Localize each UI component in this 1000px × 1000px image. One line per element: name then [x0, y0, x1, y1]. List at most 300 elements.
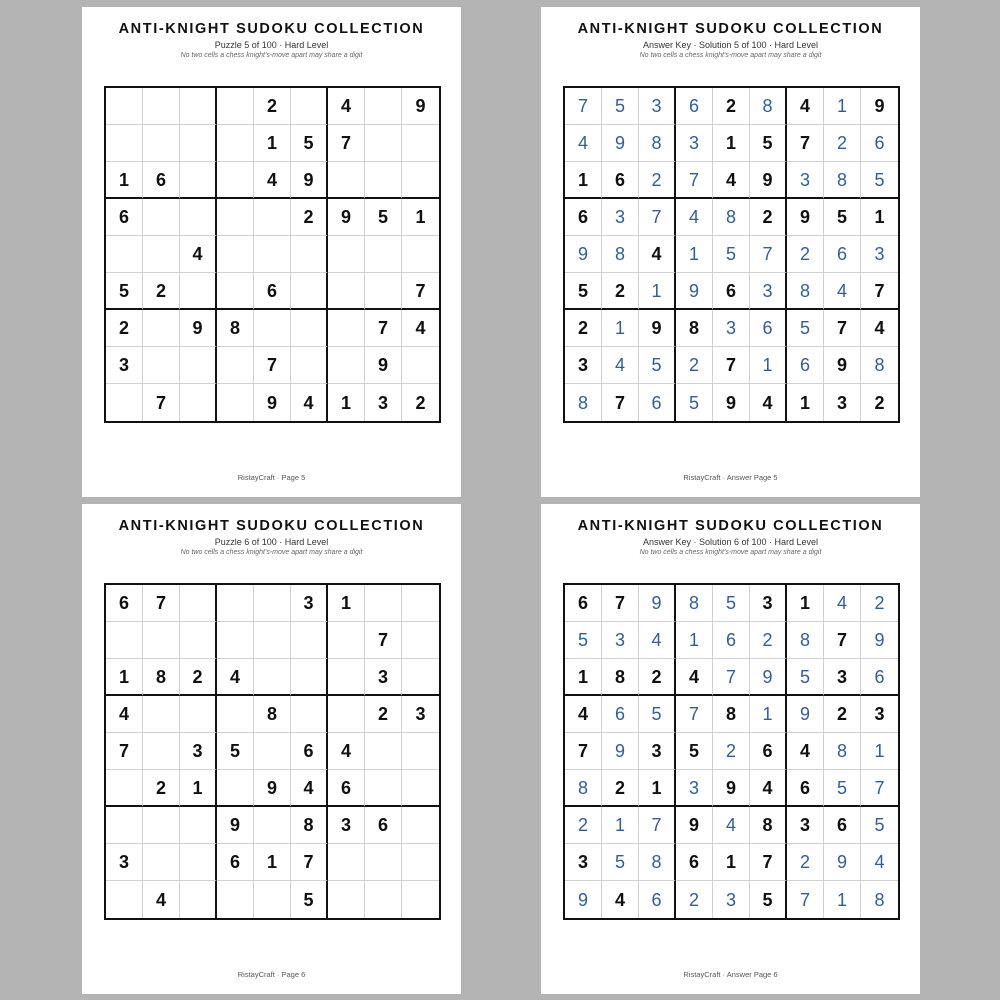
sudoku-cell: 3: [180, 733, 217, 770]
sudoku-cell: [328, 162, 365, 199]
sudoku-cell: [365, 236, 402, 273]
answer-5-page: [541, 7, 920, 497]
sudoku-cell: 7: [328, 125, 365, 162]
sudoku-cell: 2: [787, 236, 824, 273]
sudoku-cell: [217, 162, 254, 199]
sudoku-cell: 9: [713, 384, 750, 421]
sudoku-cell: 4: [824, 585, 861, 622]
sudoku-cell: 2: [565, 310, 602, 347]
sudoku-cell: [180, 347, 217, 384]
sudoku-cell: [291, 659, 328, 696]
sudoku-cell: [254, 659, 291, 696]
sudoku-cell: 4: [328, 88, 365, 125]
sudoku-cell: 7: [676, 696, 713, 733]
sudoku-cell: 2: [639, 162, 676, 199]
sudoku-cell: [106, 770, 143, 807]
sudoku-cell: 9: [254, 770, 291, 807]
sudoku-cell: [143, 88, 180, 125]
sudoku-grid: [104, 583, 441, 920]
sudoku-cell: [143, 696, 180, 733]
sudoku-cell: 9: [254, 384, 291, 421]
sudoku-cell: [365, 881, 402, 918]
sudoku-cell: 9: [602, 125, 639, 162]
sudoku-cell: [365, 88, 402, 125]
sudoku-cell: 5: [602, 88, 639, 125]
sudoku-cell: 6: [824, 807, 861, 844]
sudoku-cell: [254, 881, 291, 918]
sudoku-cell: 7: [143, 585, 180, 622]
sudoku-cell: 1: [565, 162, 602, 199]
sudoku-cell: 6: [602, 162, 639, 199]
sudoku-cell: 7: [787, 125, 824, 162]
sudoku-cell: 7: [602, 384, 639, 421]
sudoku-cell: 5: [676, 384, 713, 421]
sudoku-cell: 3: [713, 881, 750, 918]
sudoku-cell: 9: [602, 733, 639, 770]
sudoku-cell: [217, 622, 254, 659]
sudoku-cell: 7: [402, 273, 439, 310]
sudoku-cell: 8: [676, 310, 713, 347]
sudoku-cell: 1: [713, 125, 750, 162]
sudoku-cell: 2: [676, 881, 713, 918]
sudoku-cell: 5: [713, 236, 750, 273]
sudoku-cell: 2: [676, 347, 713, 384]
sudoku-cell: 3: [602, 199, 639, 236]
sudoku-cell: [291, 347, 328, 384]
sudoku-cell: 7: [676, 162, 713, 199]
sudoku-cell: [328, 659, 365, 696]
sudoku-cell: 6: [602, 696, 639, 733]
sudoku-cell: 8: [787, 622, 824, 659]
sudoku-cell: 2: [713, 88, 750, 125]
sudoku-cell: 1: [180, 770, 217, 807]
sudoku-cell: 8: [824, 162, 861, 199]
sudoku-cell: 9: [328, 199, 365, 236]
sudoku-cell: 9: [861, 622, 898, 659]
sudoku-cell: 3: [787, 162, 824, 199]
sudoku-cell: 6: [824, 236, 861, 273]
sudoku-cell: [328, 696, 365, 733]
sudoku-cell: 8: [291, 807, 328, 844]
sudoku-cell: 6: [106, 585, 143, 622]
sudoku-cell: 7: [291, 844, 328, 881]
sudoku-cell: 1: [750, 347, 787, 384]
sudoku-cell: 3: [861, 696, 898, 733]
sudoku-cell: 5: [291, 881, 328, 918]
sudoku-cell: [328, 236, 365, 273]
sudoku-cell: 1: [861, 733, 898, 770]
sudoku-cell: 1: [402, 199, 439, 236]
sudoku-cell: 5: [861, 162, 898, 199]
sudoku-cell: 1: [639, 770, 676, 807]
sudoku-cell: 1: [824, 88, 861, 125]
sudoku-cell: 1: [713, 844, 750, 881]
sudoku-cell: 3: [824, 659, 861, 696]
sudoku-cell: [328, 310, 365, 347]
sudoku-cell: 5: [217, 733, 254, 770]
sudoku-cell: 9: [750, 162, 787, 199]
sudoku-cell: 3: [565, 347, 602, 384]
sudoku-cell: [180, 585, 217, 622]
sudoku-cell: 5: [824, 770, 861, 807]
sudoku-cell: 6: [291, 733, 328, 770]
sudoku-cell: 5: [787, 310, 824, 347]
sudoku-cell: 9: [180, 310, 217, 347]
sudoku-cell: [365, 844, 402, 881]
sudoku-cell: [291, 273, 328, 310]
sudoku-cell: 4: [602, 347, 639, 384]
sudoku-cell: 3: [365, 659, 402, 696]
sudoku-cell: 6: [565, 585, 602, 622]
sudoku-cell: 5: [750, 881, 787, 918]
sudoku-cell: [254, 585, 291, 622]
sudoku-cell: 7: [713, 659, 750, 696]
sudoku-cell: 4: [861, 844, 898, 881]
sudoku-cell: 6: [639, 384, 676, 421]
sudoku-cell: 5: [639, 347, 676, 384]
sudoku-cell: 7: [750, 236, 787, 273]
page-footer: RistayCraft · Page 5: [237, 473, 306, 482]
sudoku-cell: 3: [106, 844, 143, 881]
sudoku-cell: 8: [639, 844, 676, 881]
sudoku-cell: 4: [565, 125, 602, 162]
sudoku-cell: 5: [565, 273, 602, 310]
sudoku-cell: 4: [291, 384, 328, 421]
sudoku-cell: 5: [639, 696, 676, 733]
sudoku-cell: [106, 622, 143, 659]
sudoku-cell: [402, 236, 439, 273]
sudoku-cell: 6: [861, 125, 898, 162]
sudoku-grid: [563, 86, 900, 423]
sudoku-cell: 6: [217, 844, 254, 881]
sudoku-cell: 9: [365, 347, 402, 384]
sudoku-cell: [402, 733, 439, 770]
sudoku-cell: [217, 696, 254, 733]
sudoku-cell: 4: [861, 310, 898, 347]
sudoku-grid: [563, 583, 900, 920]
sudoku-cell: 2: [874, 392, 885, 413]
sudoku-cell: 1: [824, 881, 861, 918]
sudoku-cell: [143, 733, 180, 770]
sudoku-cell: 4: [328, 733, 365, 770]
sudoku-cell: 9: [565, 881, 602, 918]
sudoku-cell: [106, 881, 143, 918]
sudoku-cell: 6: [106, 199, 143, 236]
sudoku-cell: 3: [328, 807, 365, 844]
sudoku-cell: 9: [750, 659, 787, 696]
sudoku-cell: 1: [602, 310, 639, 347]
sudoku-cell: 4: [676, 659, 713, 696]
sudoku-cell: 6: [713, 622, 750, 659]
sudoku-cell: [217, 347, 254, 384]
sudoku-cell: 8: [824, 733, 861, 770]
sudoku-cell: 9: [713, 770, 750, 807]
sudoku-cell: 8: [750, 88, 787, 125]
sudoku-cell: 7: [365, 310, 402, 347]
sudoku-cell: [143, 199, 180, 236]
sudoku-cell: [217, 881, 254, 918]
sudoku-cell: 6: [787, 347, 824, 384]
sudoku-cell: 7: [824, 310, 861, 347]
sudoku-cell: 2: [143, 273, 180, 310]
sudoku-cell: 5: [750, 125, 787, 162]
puzzle-6-page: [82, 504, 461, 994]
sudoku-cell: [106, 807, 143, 844]
sudoku-cell: 9: [787, 696, 824, 733]
sudoku-cell: [328, 881, 365, 918]
sudoku-cell: 2: [565, 807, 602, 844]
sudoku-cell: 1: [106, 659, 143, 696]
sudoku-cell: 2: [750, 199, 787, 236]
sudoku-cell: 6: [254, 273, 291, 310]
sudoku-cell: 3: [676, 125, 713, 162]
sudoku-cell: 4: [787, 88, 824, 125]
sudoku-cell: 3: [824, 384, 861, 421]
sudoku-cell: 9: [676, 807, 713, 844]
sudoku-cell: 2: [824, 125, 861, 162]
sudoku-cell: [328, 347, 365, 384]
sudoku-cell: [180, 162, 217, 199]
sudoku-cell: 2: [861, 585, 898, 622]
sudoku-cell: 3: [750, 273, 787, 310]
sudoku-cell: 7: [787, 881, 824, 918]
sudoku-cell: [143, 347, 180, 384]
sudoku-cell: 4: [750, 384, 787, 421]
sudoku-cell: [291, 236, 328, 273]
sudoku-cell: 6: [750, 733, 787, 770]
sudoku-cell: 1: [787, 384, 824, 421]
sudoku-cell: 4: [713, 807, 750, 844]
page-title: ANTI-KNIGHT SUDOKU COLLECTION: [577, 21, 884, 37]
sudoku-cell: [180, 88, 217, 125]
sudoku-cell: 3: [106, 347, 143, 384]
sudoku-cell: 4: [180, 236, 217, 273]
puzzle-5-page: [82, 7, 461, 497]
sudoku-cell: 8: [787, 273, 824, 310]
sudoku-cell: [143, 236, 180, 273]
sudoku-cell: [180, 384, 217, 421]
sudoku-cell: [328, 273, 365, 310]
sudoku-cell: 7: [639, 199, 676, 236]
sudoku-cell: 1: [254, 844, 291, 881]
sudoku-cell: [402, 844, 439, 881]
sudoku-cell: 7: [750, 844, 787, 881]
sudoku-cell: [402, 585, 439, 622]
page-footer: RistayCraft · Answer Page 6: [683, 970, 778, 979]
sudoku-cell: [402, 125, 439, 162]
sudoku-cell: 9: [787, 199, 824, 236]
sudoku-cell: 6: [861, 659, 898, 696]
sudoku-cell: [365, 770, 402, 807]
sudoku-cell: 5: [365, 199, 402, 236]
sudoku-cell: 8: [639, 125, 676, 162]
sudoku-cell: [106, 125, 143, 162]
sudoku-cell: [254, 236, 291, 273]
sudoku-cell: [143, 807, 180, 844]
sudoku-cell: [106, 236, 143, 273]
sudoku-cell: 4: [143, 881, 180, 918]
sudoku-cell: 2: [602, 273, 639, 310]
sudoku-cell: 5: [713, 585, 750, 622]
sudoku-cell: [217, 585, 254, 622]
sudoku-cell: 7: [713, 347, 750, 384]
sudoku-cell: [180, 622, 217, 659]
sudoku-cell: 4: [254, 162, 291, 199]
sudoku-cell: 9: [824, 844, 861, 881]
sudoku-cell: [217, 199, 254, 236]
sudoku-cell: 7: [565, 733, 602, 770]
sudoku-cell: 1: [565, 659, 602, 696]
sudoku-cell: 1: [328, 384, 365, 421]
sudoku-cell: [365, 162, 402, 199]
sudoku-cell: 7: [565, 88, 602, 125]
sudoku-cell: 4: [291, 770, 328, 807]
sudoku-cell: 9: [565, 236, 602, 273]
sudoku-cell: 3: [565, 844, 602, 881]
sudoku-cell: 1: [750, 696, 787, 733]
sudoku-cell: [254, 199, 291, 236]
sudoku-cell: 8: [750, 807, 787, 844]
page-subtitle: Puzzle 5 of 100 · Hard Level: [214, 40, 329, 50]
sudoku-cell: [328, 622, 365, 659]
sudoku-cell: 2: [787, 844, 824, 881]
sudoku-cell: 7: [254, 347, 291, 384]
sudoku-cell: 8: [713, 199, 750, 236]
sudoku-cell: 7: [143, 384, 180, 421]
sudoku-cell: 8: [565, 384, 602, 421]
sudoku-cell: [365, 585, 402, 622]
sudoku-cell: 3: [861, 236, 898, 273]
sudoku-cell: 9: [217, 807, 254, 844]
sudoku-cell: [180, 125, 217, 162]
sudoku-cell: 3: [291, 585, 328, 622]
sudoku-cell: [254, 807, 291, 844]
sudoku-cell: 4: [639, 622, 676, 659]
sudoku-cell: [180, 199, 217, 236]
answer-6-page: [541, 504, 920, 994]
sudoku-cell: 1: [676, 236, 713, 273]
sudoku-cell: 2: [254, 88, 291, 125]
sudoku-cell: 6: [639, 881, 676, 918]
sudoku-cell: 1: [787, 585, 824, 622]
sudoku-cell: 8: [676, 585, 713, 622]
sudoku-cell: 7: [106, 733, 143, 770]
sudoku-cell: 4: [402, 310, 439, 347]
sudoku-cell: [217, 88, 254, 125]
page-subtitle: Answer Key · Solution 5 of 100 · Hard Level: [642, 40, 819, 50]
sudoku-cell: 9: [676, 273, 713, 310]
page-title: ANTI-KNIGHT SUDOKU COLLECTION: [118, 21, 425, 37]
sudoku-cell: 8: [254, 696, 291, 733]
rule-text: No two cells a chess knight's-move apart may share a digit: [180, 52, 363, 59]
sudoku-cell: 7: [602, 585, 639, 622]
sudoku-cell: [254, 733, 291, 770]
sudoku-cell: [106, 384, 143, 421]
sudoku-cell: 2: [106, 310, 143, 347]
sudoku-cell: 1: [602, 807, 639, 844]
page-footer: RistayCraft · Answer Page 5: [683, 473, 778, 482]
sudoku-cell: 8: [602, 659, 639, 696]
sudoku-cell: 3: [602, 622, 639, 659]
sudoku-cell: [365, 733, 402, 770]
sudoku-cell: 8: [861, 347, 898, 384]
sudoku-cell: 4: [676, 199, 713, 236]
sudoku-cell: [180, 696, 217, 733]
sudoku-cell: [217, 236, 254, 273]
sudoku-cell: [217, 770, 254, 807]
sudoku-cell: 2: [824, 696, 861, 733]
sudoku-cell: 1: [328, 585, 365, 622]
sudoku-cell: 4: [217, 659, 254, 696]
rule-text: No two cells a chess knight's-move apart may share a digit: [639, 52, 822, 59]
sudoku-cell: 6: [365, 807, 402, 844]
sudoku-cell: 7: [861, 273, 898, 310]
sudoku-cell: 7: [861, 770, 898, 807]
sudoku-cell: 5: [602, 844, 639, 881]
sudoku-cell: 3: [713, 310, 750, 347]
page-title: ANTI-KNIGHT SUDOKU COLLECTION: [577, 518, 884, 534]
sudoku-cell: 8: [565, 770, 602, 807]
sudoku-cell: 5: [676, 733, 713, 770]
sudoku-cell: 3: [365, 384, 402, 421]
sudoku-cell: 6: [676, 88, 713, 125]
sudoku-cell: 8: [713, 696, 750, 733]
sudoku-cell: [365, 273, 402, 310]
sudoku-cell: 4: [565, 696, 602, 733]
sudoku-cell: [402, 770, 439, 807]
sudoku-cell: 5: [787, 659, 824, 696]
sudoku-cell: 9: [402, 88, 439, 125]
sudoku-cell: 3: [639, 733, 676, 770]
sudoku-cell: 5: [565, 622, 602, 659]
sudoku-cell: 2: [365, 696, 402, 733]
sudoku-cell: 7: [639, 807, 676, 844]
rule-text: No two cells a chess knight's-move apart may share a digit: [180, 549, 363, 556]
sudoku-cell: 4: [602, 881, 639, 918]
sudoku-cell: [143, 622, 180, 659]
sudoku-cell: 1: [676, 622, 713, 659]
sudoku-cell: 6: [565, 199, 602, 236]
sudoku-cell: 8: [874, 889, 885, 910]
sudoku-cell: [217, 273, 254, 310]
sudoku-cell: 4: [787, 733, 824, 770]
sudoku-cell: 7: [365, 622, 402, 659]
sudoku-cell: [328, 844, 365, 881]
sudoku-cell: [291, 622, 328, 659]
sudoku-cell: 4: [824, 273, 861, 310]
sudoku-cell: [402, 162, 439, 199]
sudoku-cell: 3: [676, 770, 713, 807]
sudoku-cell: 2: [143, 770, 180, 807]
sudoku-cell: [143, 844, 180, 881]
sudoku-cell: [254, 622, 291, 659]
page-footer: RistayCraft · Page 6: [237, 970, 306, 979]
sudoku-cell: 6: [328, 770, 365, 807]
sudoku-cell: 4: [750, 770, 787, 807]
sudoku-cell: 1: [861, 199, 898, 236]
sudoku-cell: 2: [415, 392, 426, 413]
sudoku-cell: 4: [106, 696, 143, 733]
rule-text: No two cells a chess knight's-move apart may share a digit: [639, 549, 822, 556]
sudoku-cell: [402, 347, 439, 384]
sudoku-cell: [106, 88, 143, 125]
sudoku-cell: [402, 659, 439, 696]
page-title: ANTI-KNIGHT SUDOKU COLLECTION: [118, 518, 425, 534]
sudoku-cell: [402, 881, 439, 918]
sudoku-cell: [217, 125, 254, 162]
sudoku-cell: [180, 844, 217, 881]
page-subtitle: Puzzle 6 of 100 · Hard Level: [214, 537, 329, 547]
